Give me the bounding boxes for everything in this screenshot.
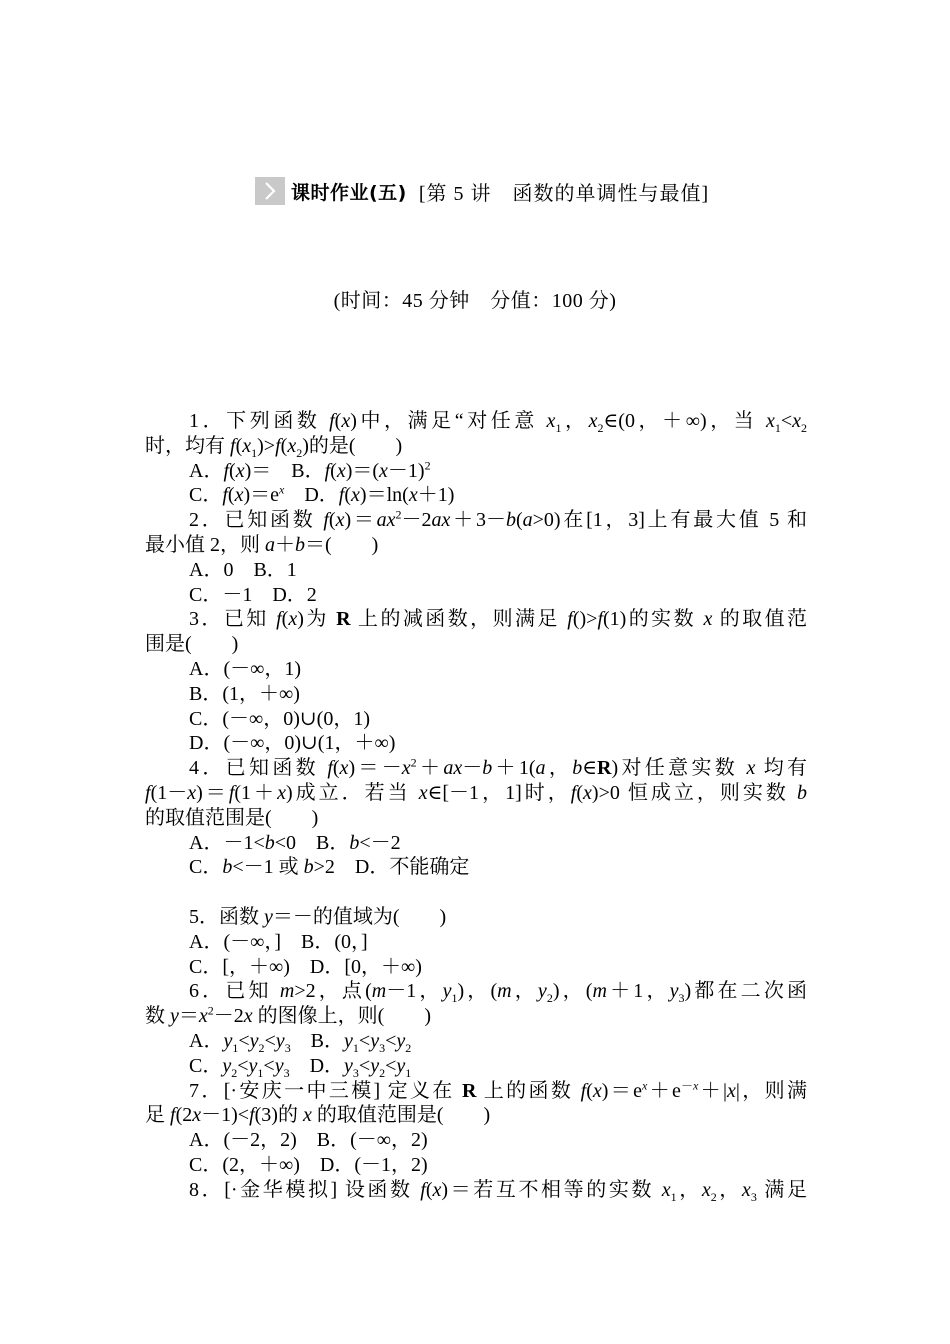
question-line: 3．已知 f(x)为 R 上的减函数，则满足 f()>f(1)的实数 x 的取值范 xyxy=(189,608,808,631)
question-line: 1．下列函数 f(x)中，满足“对任意 $x_1$，$x_2\in(0$，＋∞)，当 $x_1<x_2$ xyxy=(189,410,808,435)
question-5 xyxy=(145,905,807,979)
question-3 xyxy=(145,607,807,756)
question-1 xyxy=(145,409,807,508)
question-line: 时，均有 $f(x_1)>f(x_2)$的是( ) xyxy=(145,434,403,460)
answer-options: A．f(x)＝ B．$f(x)=(x-1)^2$ xyxy=(189,457,431,482)
answer-options: C．$y_2<y_1<y_3$ D．$y_3<y_2<y_1$ xyxy=(189,1054,412,1080)
title-row xyxy=(255,175,709,207)
answer-options: A．－1<b<0 B．b<－2 xyxy=(189,831,401,854)
question-line: 数 $y=x^2-2x$ 的图像上，则( ) xyxy=(145,1003,431,1028)
question-7 xyxy=(145,1079,807,1178)
answer-options: C．b<－1 或 b>2 D．不能确定 xyxy=(189,856,470,879)
lesson-subtitle: [第 5 讲 函数的单调性与最值] xyxy=(418,182,710,205)
question-8 xyxy=(145,1178,807,1203)
question-2 xyxy=(145,508,807,607)
answer-options: A．(－2，2) B．(－∞，2) xyxy=(189,1129,428,1152)
answer-options: A．0 B．1 xyxy=(189,558,297,581)
answer-option: C．(－∞，0)∪(0，1) xyxy=(189,707,370,730)
question-6 xyxy=(145,979,807,1078)
answer-options: C．[，＋∞) D．[0，＋∞) xyxy=(189,955,422,978)
answer-option: D．(－∞，0)∪(1，＋∞) xyxy=(189,732,396,755)
question-line: 最小值 2，则 a＋b＝( ) xyxy=(145,533,379,556)
time-score-info: (时间：45 分钟 分值：100 分) xyxy=(333,290,617,312)
chevron-right-icon xyxy=(255,177,285,205)
answer-option: B．(1，＋∞) xyxy=(189,682,300,705)
question-line: 2．已知函数 $f(x)=ax^2-2ax+3-b(a>0)$在[1，3]上有最大值 5 和 xyxy=(189,507,808,532)
question-line: f(1－x)＝f(1＋x)成立．若当 x∈[－1，1]时，f(x)>0 恒成立，则实数 b xyxy=(145,781,807,804)
answer-options: A．(－∞，] B．(0，] xyxy=(189,930,368,953)
answer-options: C．$f(x)=e^x$ D．f(x)＝ln(x＋1) xyxy=(189,482,455,507)
spacer xyxy=(145,880,807,905)
question-line: 的取值范围是( ) xyxy=(145,806,319,829)
question-line: 7．[·安庆一中三模] 定义在 R 上的函数 $f(x)=e^x+e^{-x}+|x|$，则满 xyxy=(189,1077,808,1102)
question-line: 4．已知函数 $f(x)=-x^2+ax-b+1(a$，b∈R)对任意实数 x 均有 xyxy=(189,755,808,780)
answer-option: A．(－∞，1) xyxy=(189,657,302,680)
answer-options: C．－1 D．2 xyxy=(189,583,317,606)
question-list xyxy=(145,409,807,1203)
page-title: 课时作业(五) xyxy=(291,181,407,204)
question-4 xyxy=(145,756,807,880)
question-line: 围是( ) xyxy=(145,633,239,656)
question-line: 足 f(2x－1)<f(3)的 x 的取值范围是( ) xyxy=(145,1104,491,1127)
question-line: 6．已知 m>2，点(m－1，$y_1$)，(m，$y_2$)，(m＋1，$y_3$)都在二次函 xyxy=(189,980,808,1006)
question-line: 5．函数 y＝－的值域为( ) xyxy=(189,905,447,928)
answer-options: C．(2，＋∞) D．(－1，2) xyxy=(189,1153,428,1176)
question-line: 8．[·金华模拟] 设函数 f(x)＝若互不相等的实数 $x_1$，$x_2$，$x_3$ 满足 xyxy=(189,1178,808,1204)
answer-options: A．$y_1<y_2<y_3$ B．$y_1<y_3<y_2$ xyxy=(189,1029,412,1055)
